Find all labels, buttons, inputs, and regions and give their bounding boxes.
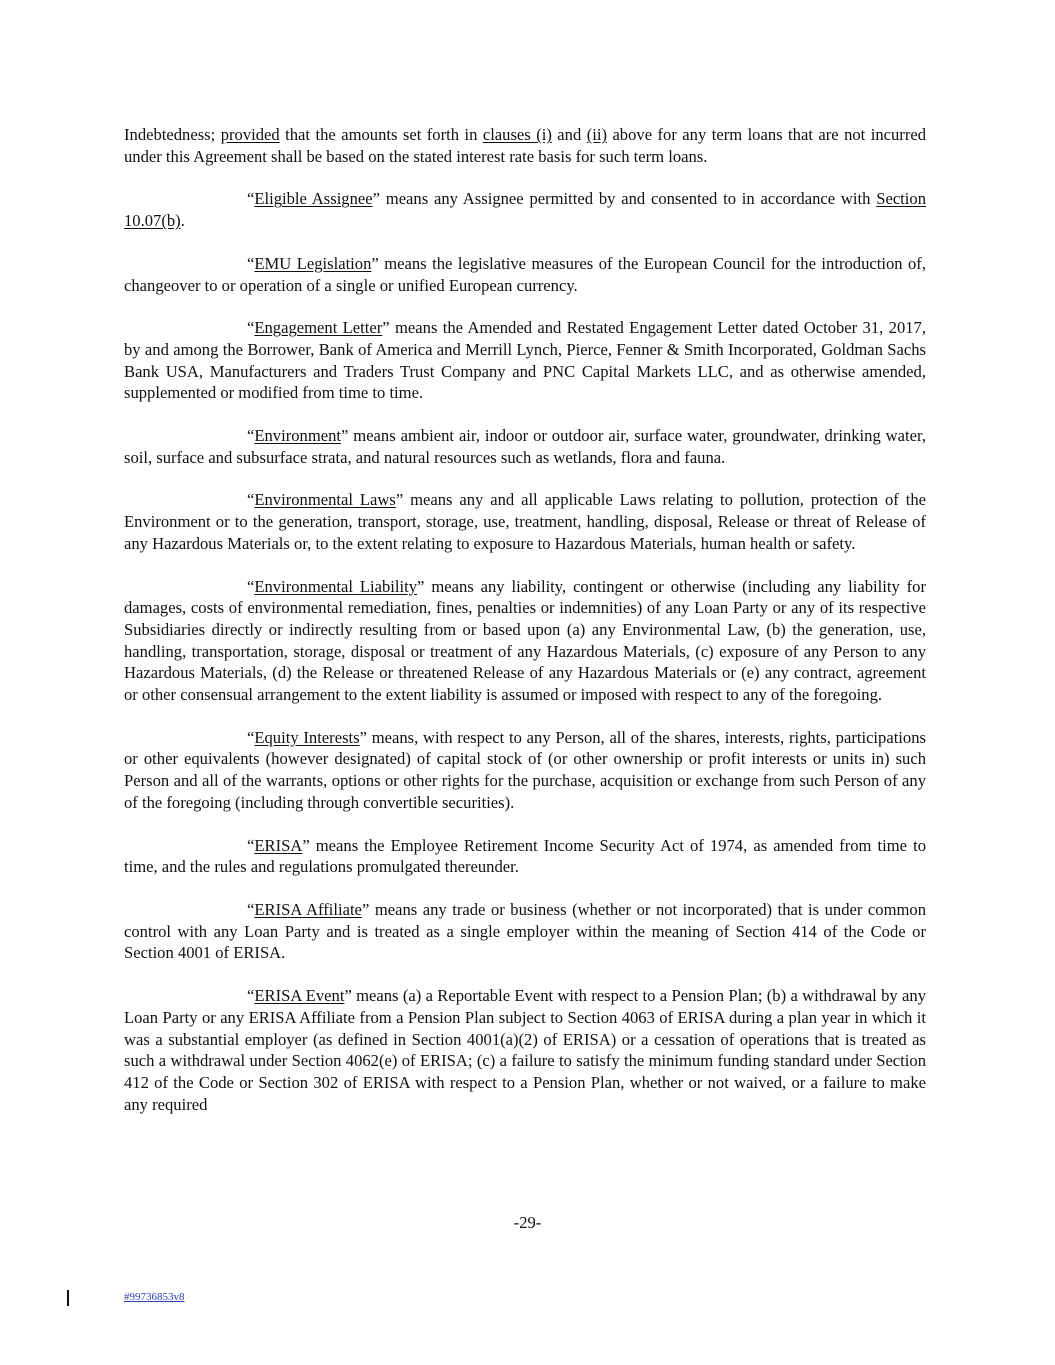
paragraph-text: that the amounts set forth in — [279, 125, 483, 144]
paragraph-text: “ — [247, 899, 255, 919]
defined-term: EMU Legislation — [254, 253, 372, 273]
document-id-link[interactable]: #99736853v8 — [124, 1291, 185, 1303]
paragraph-text: “ — [247, 253, 255, 273]
defined-term: Section 10.07(b) — [124, 189, 926, 231]
paragraph-text: and — [551, 125, 587, 144]
paragraph-text: ” means the legislative measures of the European Council for the introduction of, changeover to or operation of a single or unified European currency. — [124, 253, 926, 295]
defined-term: Environmental Laws — [254, 490, 396, 510]
definition-paragraph — [124, 899, 926, 964]
paragraph-text: ” means ambient air, indoor or outdoor air, surface water, groundwater, drinking water, soil, surface and subsurface strata, and natural resources such as wetlands, flora and fauna. — [124, 426, 926, 467]
paragraph-text: “ — [247, 318, 255, 338]
paragraph-text: “ — [247, 189, 255, 209]
paragraph-text: above for any term loans that are not incurred under this Agreement shall be based on the stated interest rate basis for such term loans. — [124, 125, 927, 166]
paragraph-text: . — [180, 211, 185, 231]
paragraph-text: Indebtedness; — [124, 125, 221, 144]
defined-term: Environmental Liability — [254, 576, 418, 596]
definition-paragraph — [124, 317, 926, 404]
definition-paragraph — [124, 489, 926, 554]
paragraph-text: “ — [247, 490, 255, 510]
paragraph-text: ” means, with respect to any Person, all of the shares, interests, rights, participations or other equivalents (however designated) of capital stock of (or other ownership or profit interests or units in) such Person and all of the warrants, options or other rights for the purchase, acquisition or exchange from such Person of any of the foregoing (including through convertible securities). — [124, 727, 926, 812]
defined-term: clauses (i) — [482, 125, 552, 144]
defined-term: provided — [220, 125, 280, 144]
paragraph-text: “ — [247, 986, 255, 1006]
paragraph-text: ” means the Employee Retirement Income Security Act of 1974, as amended from time to time, and the rules and regulations promulgated thereunder. — [124, 835, 926, 877]
defined-term: (ii) — [586, 125, 607, 144]
defined-term: ERISA Affiliate — [254, 899, 362, 919]
defined-term: Equity Interests — [254, 727, 360, 747]
paragraph-text: ” means the Amended and Restated Engagement Letter dated October 31, 2017, by and among the Borrower, Bank of America and Merrill Lynch, Pierce, Fenner & Smith Incorporated, Goldman Sachs Bank USA, Manufacturers and Traders Trust Company and PNC Capital Markets LLC, and as otherwise amended, supplemented or modified from time to time. — [124, 318, 926, 403]
paragraph-text: ” means any trade or business (whether or not incorporated) that is under common control with any Loan Party and is treated as a single employer within the meaning of Section 414 of the Code or Section 4001 of ERISA. — [124, 899, 927, 963]
paragraph-text: “ — [247, 727, 255, 747]
definition-paragraph — [124, 835, 926, 878]
defined-term: Engagement Letter — [254, 318, 383, 338]
paragraph-text: “ — [247, 576, 255, 596]
definition-paragraph — [124, 576, 926, 706]
paragraph-text: “ — [247, 426, 255, 446]
defined-term: Eligible Assignee — [254, 189, 373, 209]
defined-term: Environment — [254, 426, 342, 446]
paragraph-text: ” means any and all applicable Laws relating to pollution, protection of the Environment or to the generation, transport, storage, use, treatment, handling, disposal, Release or threat of Release of any Hazardous Materials or, to the extent relating to exposure to Hazardous Materials, human health or safety. — [124, 490, 926, 553]
definition-paragraph — [124, 124, 926, 167]
definition-paragraph — [124, 188, 926, 231]
definition-paragraph — [124, 985, 926, 1115]
definition-paragraph — [124, 253, 926, 296]
paragraph-text: ” means any Assignee permitted by and consented to in accordance with — [372, 189, 877, 209]
paragraph-text: ” means any liability, contingent or otherwise (including any liability for damages, costs of environmental remediation, fines, penalties or indemnities) of any Loan Party or any of its respective Subsidiaries directly or indirectly resulting from or based upon (a) any Environmental Law, (b) the generation, use, handling, transportation, storage, disposal or treatment of any Hazardous Materials, (c) exposure of any Person to any Hazardous Materials, (d) the Release or threatened Release of any Hazardous Materials or (e) any contract, agreement or other consensual arrangement to the extent liability is assumed or imposed with respect to any of the foregoing. — [124, 576, 926, 705]
definition-paragraph — [124, 425, 926, 468]
defined-term: ERISA Event — [254, 986, 345, 1006]
defined-term: ERISA — [254, 835, 303, 855]
paragraph-text: ” means (a) a Reportable Event with respect to a Pension Plan; (b) a withdrawal by any Loan Party or any ERISA Affiliate from a Pension Plan subject to Section 4063 of ERISA during a plan year in which it was a substantial employer (as defined in Section 4001(a)(2) of ERISA) or a cessation of operations that is treated as such a withdrawal under Section 4062(e) of ERISA; (c) a failure to satisfy the minimum funding standard under Section 412 of the Code or Section 302 of ERISA with respect to a Pension Plan, whether or not waived, or a failure to make any required — [124, 986, 926, 1114]
paragraph-text: “ — [247, 835, 255, 855]
page-number: -29- — [513, 1213, 542, 1232]
change-bar — [67, 1290, 69, 1306]
definition-paragraph — [124, 727, 926, 814]
document-body — [124, 124, 926, 1136]
